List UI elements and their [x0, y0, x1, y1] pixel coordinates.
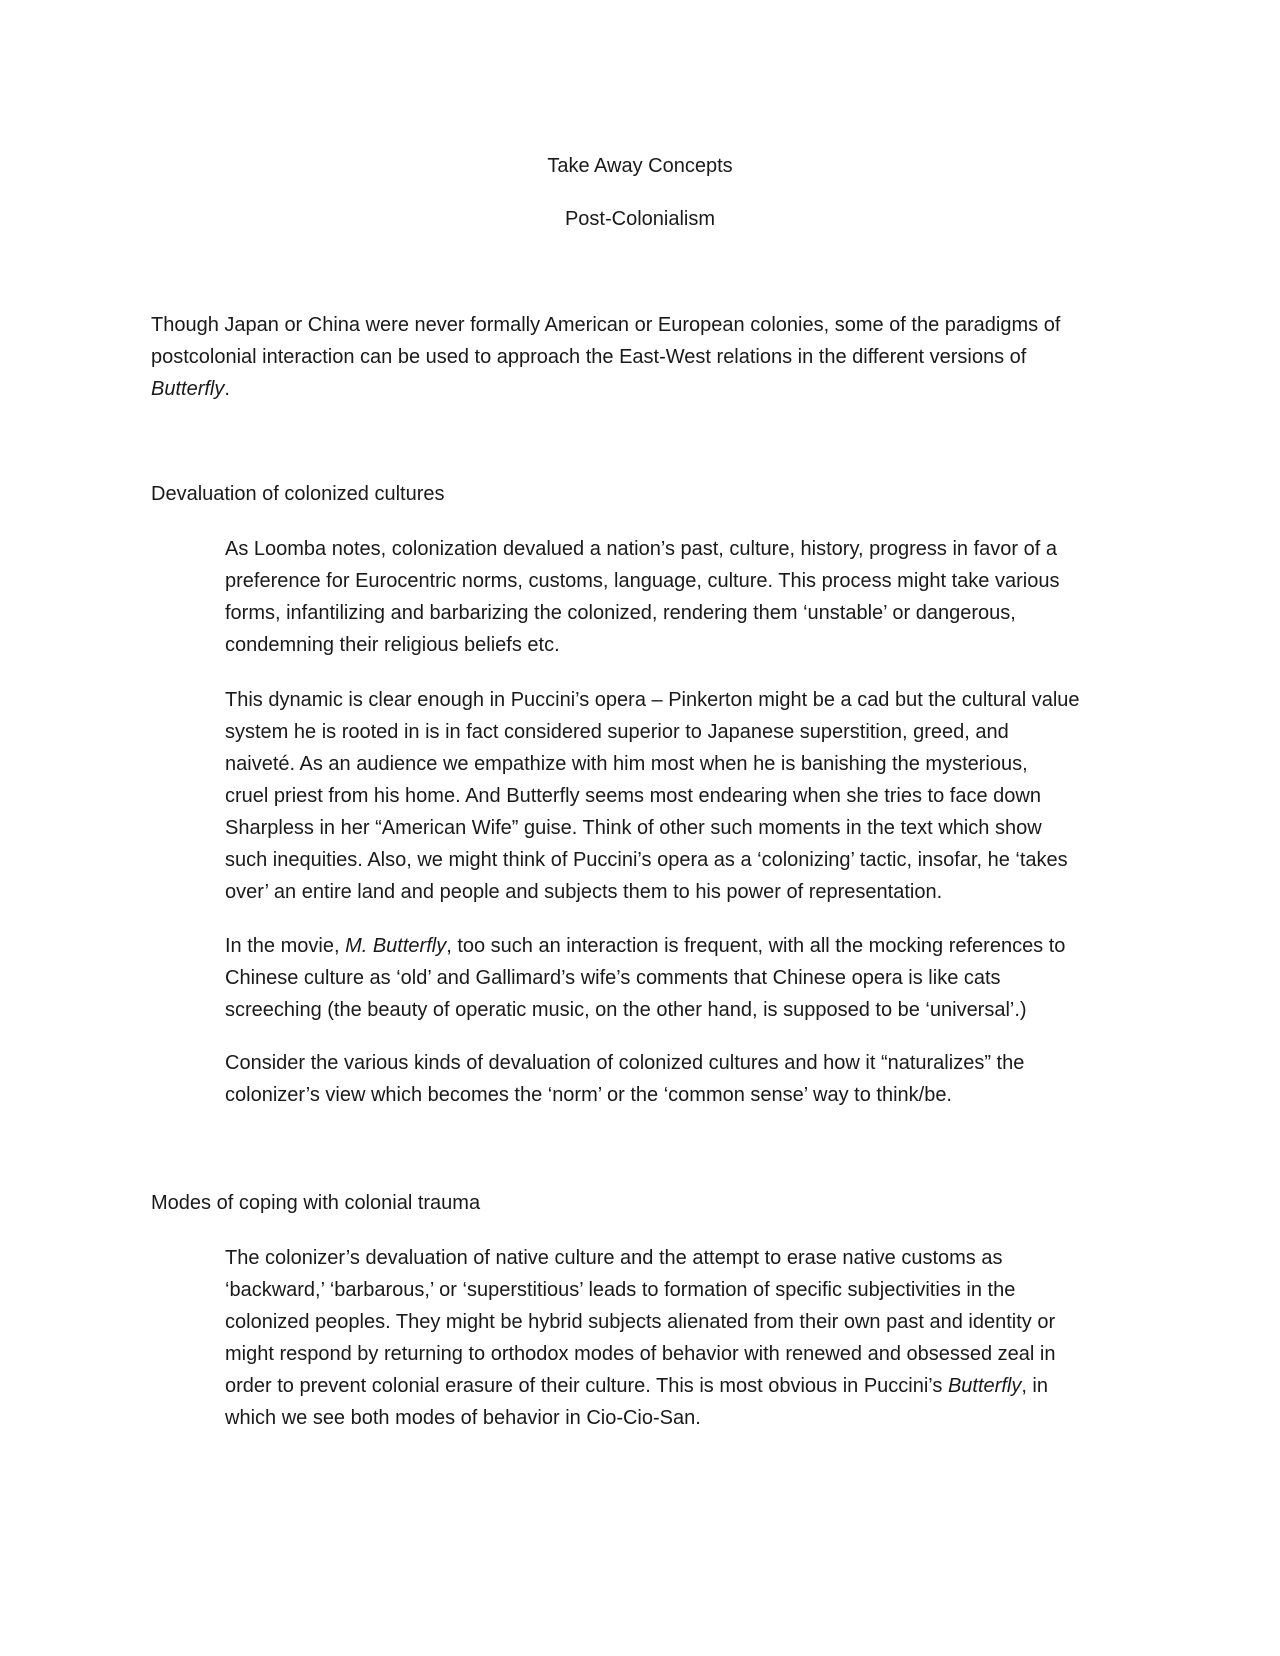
paragraph-line: condemning their religious beliefs etc.: [225, 634, 560, 656]
intro-line-end: .: [224, 378, 230, 400]
intro-line: [151, 373, 1111, 405]
paragraph-line: [225, 1370, 1130, 1402]
section-heading-coping: Modes of coping with colonial trauma: [151, 1192, 481, 1214]
intro-line: Though Japan or China were never formally American or European colonies, some of the paradigms of: [151, 314, 1061, 336]
devaluation-paragraph-3: [225, 930, 1130, 1026]
paragraph-line: As Loomba notes, colonization devalued a nation’s past, culture, history, progress in favor of a: [225, 538, 1057, 560]
paragraph-line: screeching (the beauty of operatic music, on the other hand, is supposed to be ‘universal’.): [225, 999, 1027, 1021]
devaluation-paragraph-2: [225, 684, 1130, 908]
coping-paragraph-1: [225, 1242, 1130, 1434]
paragraph-line: system he is rooted in is in fact considered superior to Japanese superstition, greed, and: [225, 721, 1009, 743]
paragraph-line: which we see both modes of behavior in Cio-Cio-San.: [225, 1407, 701, 1429]
paragraph-line: preference for Eurocentric norms, customs, language, culture. This process might take various: [225, 570, 1060, 592]
butterfly-title-italic: Butterfly: [151, 378, 225, 400]
paragraph-line: Sharpless in her “American Wife” guise. Think of other such moments in the text which show: [225, 817, 1042, 839]
m-butterfly-title-italic: M. Butterfly: [345, 935, 447, 957]
line-segment: , in: [1021, 1375, 1048, 1397]
paragraph-line: This dynamic is clear enough in Puccini’s opera – Pinkerton might be a cad but the cultural value: [225, 689, 1080, 711]
paragraph-line: over’ an entire land and people and subjects them to his power of representation.: [225, 881, 943, 903]
line-segment: In the movie,: [225, 935, 346, 957]
section-heading-devaluation: Devaluation of colonized cultures: [151, 483, 445, 505]
devaluation-paragraph-4: [225, 1047, 1130, 1111]
intro-paragraph: [151, 309, 1111, 405]
devaluation-paragraph-1: [225, 533, 1130, 661]
paragraph-line: naiveté. As an audience we empathize with him most when he is banishing the mysterious,: [225, 753, 1028, 775]
line-segment: , too such an interaction is frequent, with all the mocking references to: [446, 935, 1066, 957]
document-subtitle: Post-Colonialism: [564, 208, 716, 230]
paragraph-line: forms, infantilizing and barbarizing the colonized, rendering them ‘unstable’ or dangerous,: [225, 602, 1016, 624]
paragraph-line: Consider the various kinds of devaluation of colonized cultures and how it “naturalizes” the: [225, 1052, 1025, 1074]
paragraph-line: might respond by returning to orthodox modes of behavior with renewed and obsessed zeal in: [225, 1343, 1056, 1365]
paragraph-line: [225, 930, 1130, 962]
paragraph-line: cruel priest from his home. And Butterfly seems most endearing when she tries to face down: [225, 785, 1041, 807]
paragraph-line: colonizer’s view which becomes the ‘norm’ or the ‘common sense’ way to think/be.: [225, 1084, 952, 1106]
document-title: Take Away Concepts: [547, 155, 733, 177]
paragraph-line: such inequities. Also, we might think of Puccini’s opera as a ‘colonizing’ tactic, insofar, he ‘takes: [225, 849, 1068, 871]
paragraph-line: The colonizer’s devaluation of native culture and the attempt to erase native customs as: [225, 1247, 1003, 1269]
paragraph-line: ‘backward,’ ‘barbarous,’ or ‘superstitious’ leads to formation of specific subjectivities in the: [225, 1279, 1016, 1301]
butterfly-title-italic: Butterfly: [947, 1375, 1022, 1397]
paragraph-line: colonized peoples. They might be hybrid subjects alienated from their own past and identity or: [225, 1311, 1056, 1333]
intro-line: postcolonial interaction can be used to approach the East-West relations in the different versions of: [151, 346, 1027, 368]
line-segment: order to prevent colonial erasure of their culture. This is most obvious in Puccini’s: [225, 1375, 948, 1397]
paragraph-line: Chinese culture as ‘old’ and Gallimard’s wife’s comments that Chinese opera is like cats: [225, 967, 1001, 989]
